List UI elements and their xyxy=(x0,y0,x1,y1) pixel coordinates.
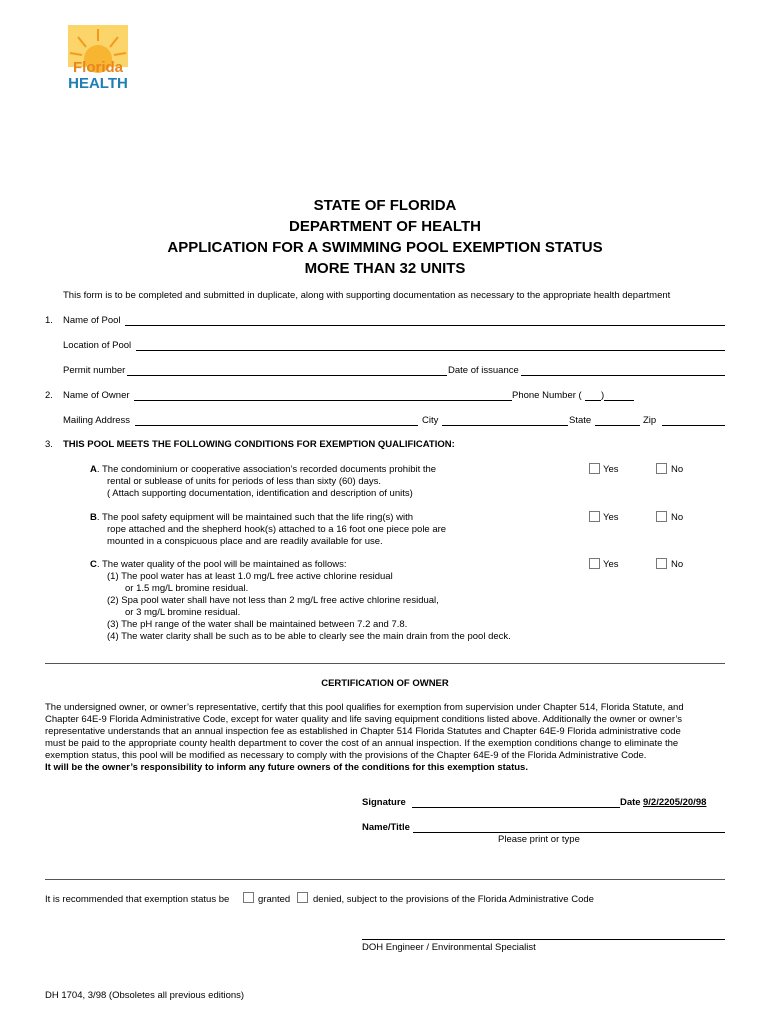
condition-a-no-checkbox[interactable] xyxy=(656,463,667,474)
condition-b-yes-checkbox[interactable] xyxy=(589,511,600,522)
state-label: State xyxy=(569,415,592,426)
certification-line-3: representative understands that an annual inspection fee as established in Chapter 514 Florida Statutes and Chapter 64E-9 Florida administrative code xyxy=(45,726,681,737)
condition-b-no-label: No xyxy=(671,512,684,523)
condition-a-yes-checkbox[interactable] xyxy=(589,463,600,474)
engineer-signature-field[interactable] xyxy=(362,939,725,940)
owner-label: Name of Owner xyxy=(63,390,130,401)
certification-line-2: Chapter 64E-9 Florida Administrative Code, except for water quality and life saving equipment conditions listed above. Additionally the owner or owner’s xyxy=(45,714,683,725)
signature-label: Signature xyxy=(362,797,406,808)
zip-field[interactable] xyxy=(662,425,725,426)
title-line-2: DEPARTMENT OF HEALTH xyxy=(289,218,481,235)
logo-health-text: HEALTH xyxy=(68,75,128,92)
date-value[interactable]: 9/2/2205/20/98 xyxy=(643,797,707,808)
certification-line-5: exemption status, this pool will be modified as necessary to comply with the provisions of the Chapter 64E-9 of the Florida Administrative Code. xyxy=(45,750,647,761)
title-line-4: MORE THAN 32 UNITS xyxy=(304,260,466,277)
mailing-field[interactable] xyxy=(135,425,418,426)
condition-c-line-4: (2) Spa pool water shall have not less than 2 mg/L free active chlorine residual, xyxy=(107,595,439,606)
condition-c-line-7: (4) The water clarity shall be such as to be able to clearly see the main drain from the pool deck. xyxy=(107,631,511,642)
engineer-label: DOH Engineer / Environmental Specialist xyxy=(362,942,536,953)
condition-a-line-2: rental or sublease of units for periods of less than sixty (60) days. xyxy=(107,476,382,487)
phone-field[interactable] xyxy=(604,400,634,401)
certification-line-4: must be paid to the appropriate county health department to cover the cost of an annual inspection. If the exemption conditions change to eliminate the xyxy=(45,738,679,749)
date-label: Date xyxy=(620,797,641,808)
city-label: City xyxy=(422,415,439,426)
section-divider-1 xyxy=(45,663,725,664)
city-field[interactable] xyxy=(442,425,568,426)
pool-name-label: Name of Pool xyxy=(63,315,121,326)
intro-text: This form is to be completed and submitted in duplicate, along with supporting documentation as necessary to the appropriate health department xyxy=(63,290,671,301)
condition-c-label: C xyxy=(90,559,97,570)
form-footer: DH 1704, 3/98 (Obsoletes all previous editions) xyxy=(45,990,245,1001)
location-field[interactable] xyxy=(136,350,725,351)
condition-b-yes-label: Yes xyxy=(603,512,619,523)
condition-c-line-6: (3) The pH range of the water shall be maintained between 7.2 and 7.8. xyxy=(107,619,408,630)
condition-c-line-5: or 3 mg/L bromine residual. xyxy=(125,607,241,618)
condition-c-line-2: (1) The pool water has at least 1.0 mg/L free active chlorine residual xyxy=(107,571,393,582)
condition-a-line-3: ( Attach supporting documentation, identification and description of units) xyxy=(107,488,413,499)
condition-b-line-1 xyxy=(90,512,413,523)
condition-c-no-checkbox[interactable] xyxy=(656,558,667,569)
certification-heading: CERTIFICATION OF OWNER xyxy=(321,678,449,689)
condition-a-no-label: No xyxy=(671,464,684,475)
certification-line-1: The undersigned owner, or owner’s representative, certify that this pool qualifies for exemption from supervision under Chapter 514, Florida Statute, and xyxy=(45,702,684,713)
owner-field[interactable] xyxy=(134,400,512,401)
state-field[interactable] xyxy=(595,425,640,426)
condition-b-line-3: mounted in a conspicuous place and are readily available for use. xyxy=(107,536,383,547)
florida-health-logo xyxy=(68,25,128,93)
item-number-3: 3. xyxy=(45,439,53,450)
date-issuance-label: Date of issuance xyxy=(448,365,519,376)
condition-c-text-1: . The water quality of the pool will be maintained as follows: xyxy=(96,559,347,570)
date-issuance-field[interactable] xyxy=(521,375,725,376)
denied-checkbox[interactable] xyxy=(297,892,308,903)
title-line-1: STATE OF FLORIDA xyxy=(313,197,457,214)
condition-b-no-checkbox[interactable] xyxy=(656,511,667,522)
certification-line-6: It will be the owner’s responsibility to inform any future owners of the conditions for this exemption status. xyxy=(45,762,528,773)
name-title-label: Name/Title xyxy=(362,822,410,833)
condition-c-line-1 xyxy=(90,559,346,570)
permit-label: Permit number xyxy=(63,365,126,376)
section-divider-2 xyxy=(45,879,725,880)
print-instruction: Please print or type xyxy=(498,834,580,845)
condition-a-label: A xyxy=(90,464,97,475)
name-title-field[interactable] xyxy=(413,832,725,833)
zip-label: Zip xyxy=(643,415,657,426)
granted-checkbox[interactable] xyxy=(243,892,254,903)
conditions-heading: THIS POOL MEETS THE FOLLOWING CONDITIONS FOR EXEMPTION QUALIFICATION: xyxy=(63,439,455,450)
location-label: Location of Pool xyxy=(63,340,132,351)
condition-b-label: B xyxy=(90,512,97,523)
mailing-label: Mailing Address xyxy=(63,415,131,426)
condition-a-text-1: . The condominium or cooperative association’s recorded documents prohibit the xyxy=(96,464,437,475)
condition-c-line-3: or 1.5 mg/L bromine residual. xyxy=(125,583,249,594)
phone-close-paren: ) xyxy=(601,390,605,401)
title-line-3: APPLICATION FOR A SWIMMING POOL EXEMPTION STATUS xyxy=(167,239,603,256)
condition-a-yes-label: Yes xyxy=(603,464,619,475)
logo-florida-text: Florida xyxy=(72,59,123,76)
condition-c-yes-label: Yes xyxy=(603,559,619,570)
recommendation-text: It is recommended that exemption status be xyxy=(45,894,230,905)
condition-a-line-1 xyxy=(90,464,436,475)
pool-name-field[interactable] xyxy=(125,325,725,326)
condition-b-line-2: rope attached and the shepherd hook(s) attached to a 16 foot one piece pole are xyxy=(107,524,447,535)
item-number-2: 2. xyxy=(45,390,53,401)
condition-c-no-label: No xyxy=(671,559,684,570)
condition-c-yes-checkbox[interactable] xyxy=(589,558,600,569)
item-number-1: 1. xyxy=(45,315,53,326)
granted-label: granted xyxy=(258,894,291,905)
phone-area-field[interactable] xyxy=(585,400,601,401)
denied-label: denied, subject to the provisions of the Florida Administrative Code xyxy=(313,894,594,905)
condition-b-text-1: . The pool safety equipment will be maintained such that the life ring(s) with xyxy=(96,512,414,523)
signature-field[interactable] xyxy=(412,807,620,808)
phone-label: Phone Number ( xyxy=(512,390,582,401)
permit-field[interactable] xyxy=(127,375,447,376)
